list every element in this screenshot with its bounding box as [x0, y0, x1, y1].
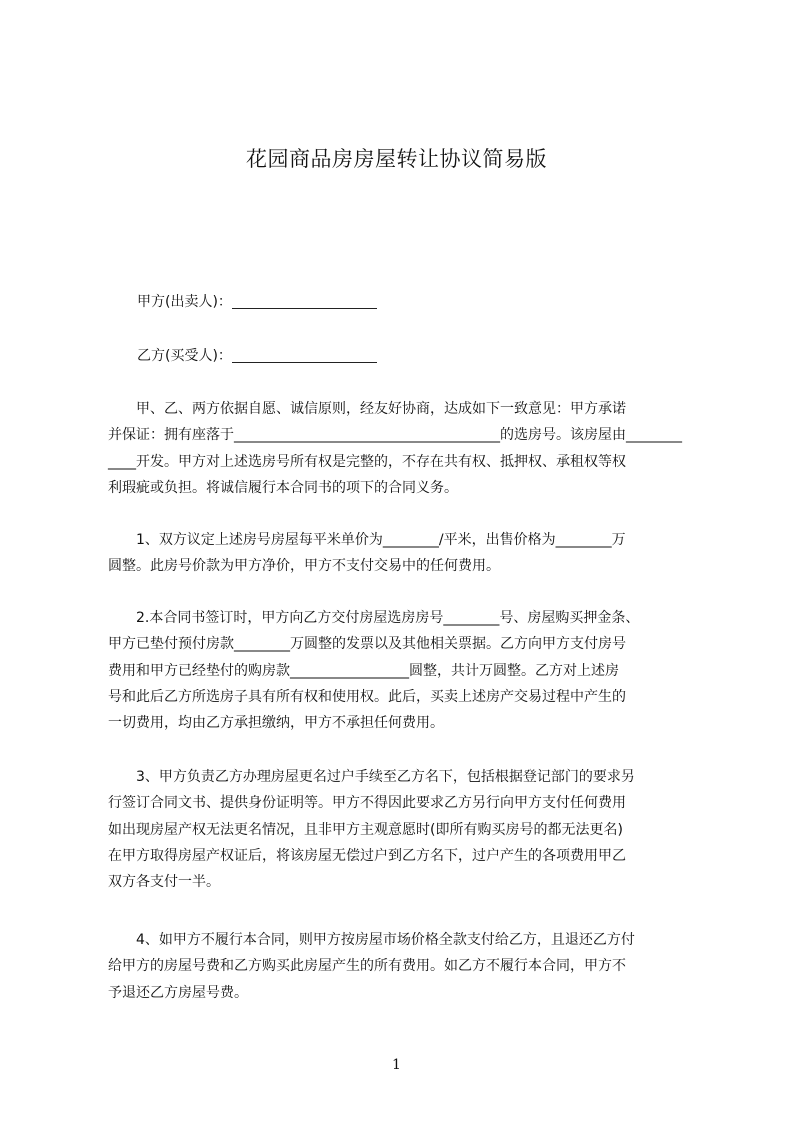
party-b-label: 乙方(买受人)： [137, 348, 232, 364]
page-number: 1 [392, 1057, 401, 1073]
paragraph-clause-3 [108, 764, 702, 895]
paragraph-clause-4 [108, 927, 702, 1006]
party-a-label: 甲方(出卖人)： [137, 294, 232, 310]
paragraph-line: 甲、乙、两方依据自愿、诚信原则，经友好协商，达成如下一致意见：甲方承诺 [108, 401, 626, 417]
party-a-field [137, 291, 377, 311]
paragraph-line: 在甲方取得房屋产权证后，将该房屋无偿过户到乙方名下，过户产生的各项费用甲乙 [108, 847, 626, 864]
document-title: 花园商品房房屋转让协议简易版 [246, 147, 547, 171]
paragraph-line: 如出现房屋产权无法更名情况，且非甲方主观意愿时(即所有购买房号的都无法更名) [108, 821, 623, 838]
paragraph-line: 4、如甲方不履行本合同，则甲方按房屋市场价格全款支付给乙方，且退还乙方付 [108, 932, 635, 948]
paragraph-line: 一切费用，均由乙方承担缴纳，甲方不承担任何费用。 [108, 715, 444, 732]
paragraph-line: 予退还乙方房屋号费。 [108, 984, 248, 1001]
party-b-field [137, 345, 377, 365]
paragraph-line: 3、甲方负责乙方办理房屋更名过户手续至乙方名下，包括根据登记部门的要求另 [108, 769, 635, 785]
paragraph-line: 利瑕疵或负担。将诚信履行本合同书的项下的合同义务。 [108, 479, 458, 496]
paragraph-line: 双方各支付一半。 [108, 874, 220, 891]
paragraph-line: 甲方已垫付预付房款________万圆整的发票以及其他相关票据。乙方向甲方支付房号 [108, 636, 626, 653]
party-a-blank[interactable] [232, 294, 377, 309]
paragraph-line: 圆整。此房号价款为甲方净价，甲方不支付交易中的任何费用。 [108, 558, 500, 575]
paragraph-line: 并保证：拥有座落于______________________________________的选房号。该房屋由________ [108, 427, 682, 444]
paragraph-line: ____开发。甲方对上述选房号所有权是完整的，不存在共有权、抵押权、承租权等权 [108, 453, 626, 470]
paragraph-line: 2.本合同书签订时，甲方向乙方交付房屋选房房号________号、房屋购买押金条、 [108, 610, 640, 626]
paragraph-clause-2 [108, 605, 702, 736]
paragraph-intro [108, 396, 702, 501]
party-b-blank[interactable] [232, 348, 377, 363]
paragraph-line: 给甲方的房屋号费和乙方购买此房屋产生的所有费用。如乙方不履行本合同，甲方不 [108, 958, 626, 975]
paragraph-line: 费用和甲方已经垫付的购房款_________________圆整，共计万圆整。乙方对上述房 [108, 662, 619, 679]
paragraph-line: 行签订合同文书、提供身份证明等。甲方不得因此要求乙方另行向甲方支付任何费用 [108, 795, 626, 812]
paragraph-line: 号和此后乙方所选房子具有所有权和使用权。此后，买卖上述房产交易过程中产生的 [108, 688, 626, 705]
paragraph-clause-1 [108, 527, 702, 580]
paragraph-line: 1、双方议定上述房号房屋每平米单价为________/平米，出售价格为________万 [108, 532, 626, 548]
